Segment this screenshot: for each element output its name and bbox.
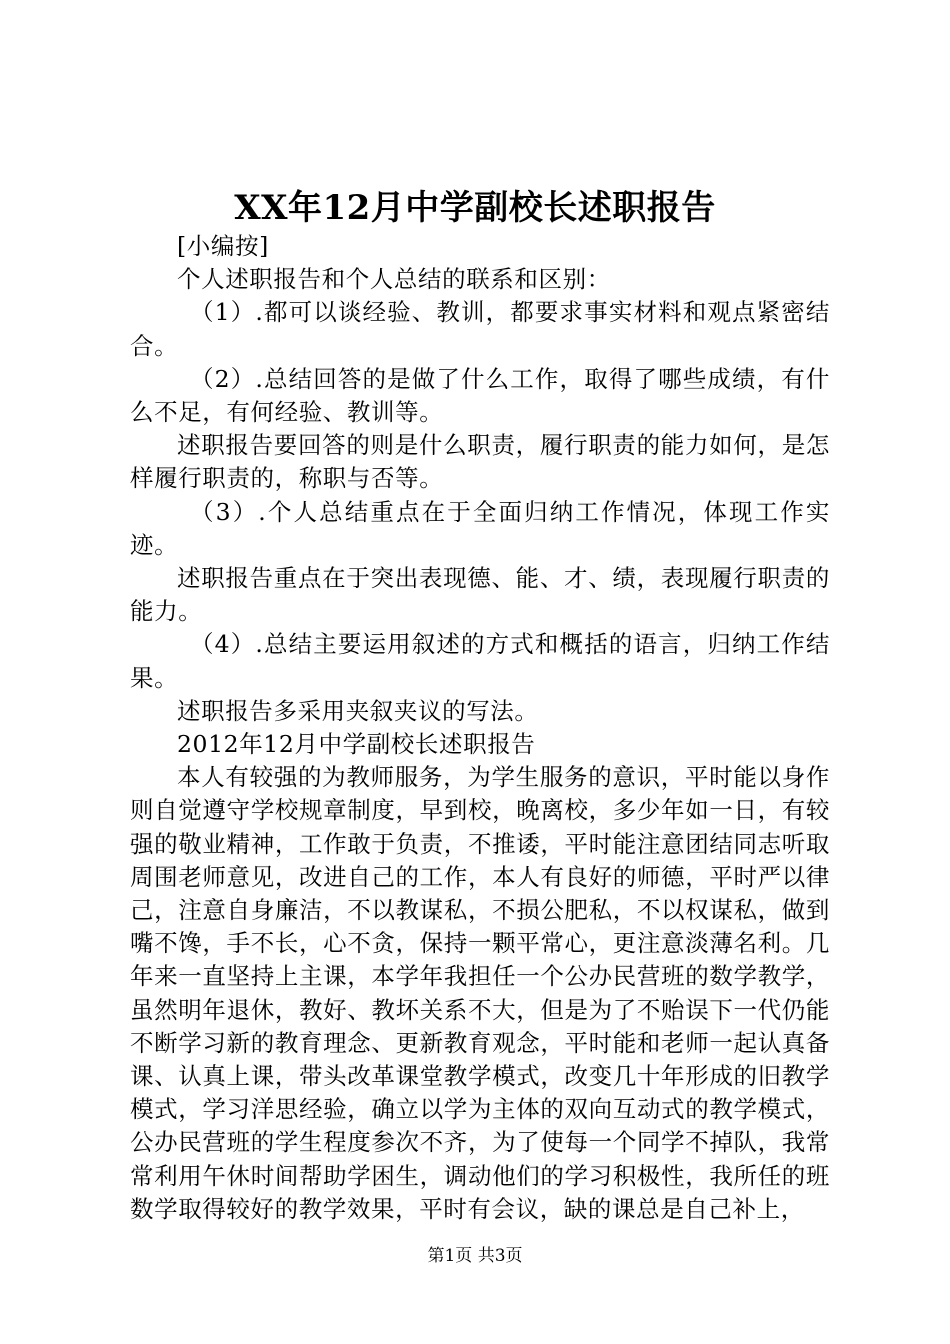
document-title: XX年12月中学副校长述职报告 xyxy=(234,188,716,228)
page-footer: 第1页 共3页 xyxy=(427,1246,523,1266)
report-subtitle: 2012年12月中学副校长述职报告 xyxy=(177,730,536,759)
point-1: （1）.都可以谈经验、教训，都要求事实材料和观点紧密结合。 xyxy=(130,298,830,360)
point-3-report: 述职报告重点在于突出表现德、能、才、绩，表现履行职责的能力。 xyxy=(130,564,830,626)
point-3: （3）.个人总结重点在于全面归纳工作情况，体现工作实迹。 xyxy=(130,497,830,559)
document-body xyxy=(130,230,830,1226)
point-2-report: 述职报告要回答的则是什么职责，履行职责的能力如何，是怎样履行职责的，称职与否等。 xyxy=(130,431,830,493)
point-4: （4）.总结主要运用叙述的方式和概括的语言，归纳工作结果。 xyxy=(130,630,830,692)
point-4-report: 述职报告多采用夹叙夹议的写法。 xyxy=(177,696,539,725)
point-2: （2）.总结回答的是做了什么工作，取得了哪些成绩，有什么不足，有何经验、教训等。 xyxy=(130,364,830,427)
comparison-intro: 个人述职报告和个人总结的联系和区别： xyxy=(177,265,611,294)
report-body-paragraph: 本人有较强的为教师服务，为学生服务的意识，平时能以身作则自觉遵守学校规章制度，早到校，晚离校，多少年如一日，有较强的敬业精神，工作敢于负责，不推诿，平时能注意团结同志听取周围老师意见，改进自己的工作，本人有良好的师德，平时严以律己，注意自身廉洁，不以教谋私，不损公肥私，不以权谋私，做到嘴不馋，手不长，心不贪，保持一颗平常心，更注意淡薄名利。几年来一直坚持上主课，本学年我担任一个公办民营班的数学教学，虽然明年退休，教好、教坏关系不大，但是为了不贻误下一代仍能不断学习新的教育理念、更新教育观念，平时能和老师一起认真备课、认真上课，带头改革课堂教学模式，改变几十年形成的旧教学模式，学习洋思经验，确立以学为主体的双向互动式的教学模式，公办民营班的学生程度参次不齐，为了使每一个同学不掉队，我常常利用午休时间帮助学困生，调动他们的学习积极性，我所任的班数学取得较好的教学效果，平时有会议，缺的课总是自己补上， xyxy=(130,763,830,1223)
editor-note-label: [小编按] xyxy=(177,232,269,260)
